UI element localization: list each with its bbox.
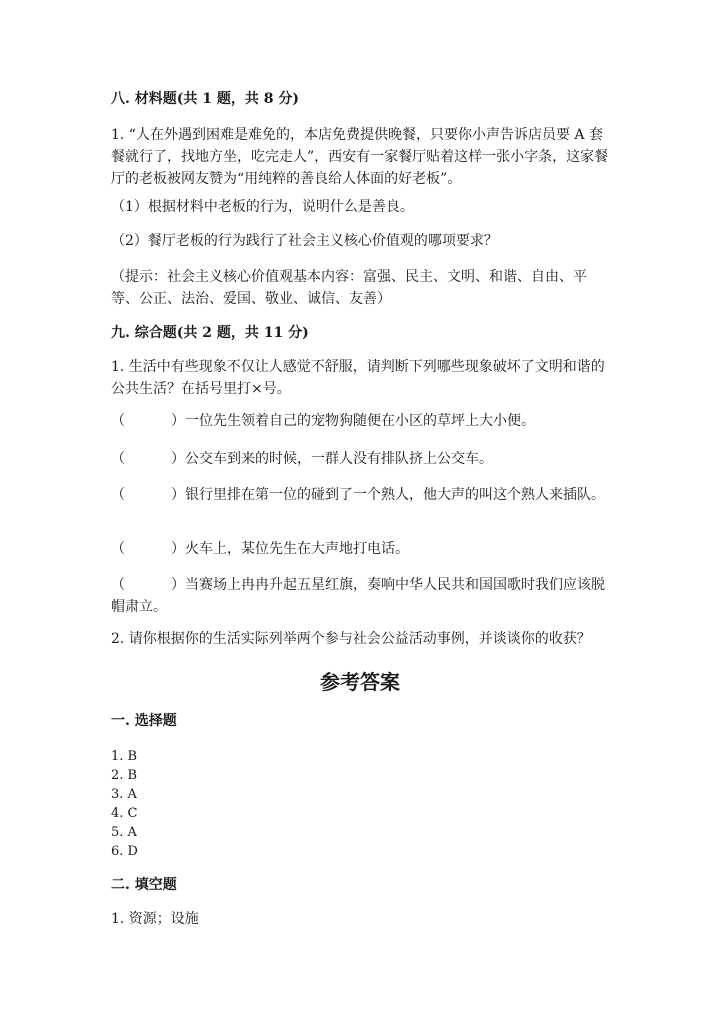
answer-item: 1. B [111, 749, 138, 764]
judgment-text: 公交车到来的时候，一群人没有排队挤上公交车。 [185, 451, 493, 467]
close-paren: ） [171, 413, 185, 429]
open-paren: （ [111, 413, 125, 429]
close-paren: ） [171, 487, 185, 503]
judgment-text: 一位先生领着自己的宠物狗随便在小区的草坪上大小便。 [185, 413, 535, 429]
section9-question2: 2. 请你根据你的生活实际列举两个参与社会公益活动事例，并谈谈你的收获？ [111, 631, 591, 647]
judgment-text: 当赛场上冉冉升起五星红旗，奏响中华人民共和国国歌时我们应该脱帽肃立。 [111, 577, 605, 615]
judgment-item [111, 410, 611, 432]
close-paren: ） [171, 451, 185, 467]
judgment-item [111, 484, 611, 506]
section8-heading: 八. 材料题(共 1 题，共 8 分) [111, 91, 299, 107]
section9-heading: 九. 综合题(共 2 题，共 11 分) [111, 325, 309, 341]
open-paren: （ [111, 451, 125, 467]
answer-item: 6. D [111, 844, 138, 859]
open-paren: （ [111, 541, 125, 557]
answers-section2-item: 1. 资源；设施 [111, 911, 199, 927]
judgment-text: 火车上，某位先生在大声地打电话。 [185, 541, 409, 557]
close-paren: ） [171, 541, 185, 557]
open-paren: （ [111, 487, 125, 503]
judgment-item [111, 448, 611, 470]
answer-item: 3. A [111, 787, 137, 802]
section8-subquestion1: （1）根据材料中老板的行为，说明什么是善良。 [111, 199, 414, 215]
section8-hint: （提示：社会主义核心价值观基本内容：富强、民主、文明、和谐、自由、平等、公正、法治、爱国、敬业、诚信、友善） [111, 269, 587, 307]
judgment-item [111, 574, 611, 618]
answer-item: 2. B [111, 768, 138, 783]
answer-item: 4. C [111, 806, 138, 821]
close-paren: ） [171, 577, 185, 593]
answers-section2-heading: 二. 填空题 [111, 877, 177, 893]
answers-section1-heading: 一. 选择题 [111, 713, 177, 729]
answer-item: 5. A [111, 825, 137, 840]
section8-subquestion2: （2）餐厅老板的行为践行了社会主义核心价值观的哪项要求？ [111, 233, 498, 249]
answers-title: 参考答案 [320, 670, 400, 694]
section8-question1: 1. “人在外遇到困难是难免的，本店免费提供晚餐，只要你小声告诉店员要 A 套餐就行了，找地方坐，吃完走人”，西安有一家餐厅贴着这样一张小字条，这家餐厅的老板被网友赞为“用纯粹的善良给人体面的好老板”。 [111, 127, 609, 187]
judgment-text: 银行里排在第一位的碰到了一个熟人，他大声的叫这个熟人来插队。 [185, 487, 605, 503]
section9-question1: 1. 生活中有些现象不仅让人感觉不舒服，请判断下列哪些现象破坏了文明和谐的公共生活？在括号里打×号。 [111, 359, 605, 397]
open-paren: （ [111, 577, 125, 593]
judgment-item [111, 538, 611, 560]
answers-section1-list [111, 747, 611, 861]
